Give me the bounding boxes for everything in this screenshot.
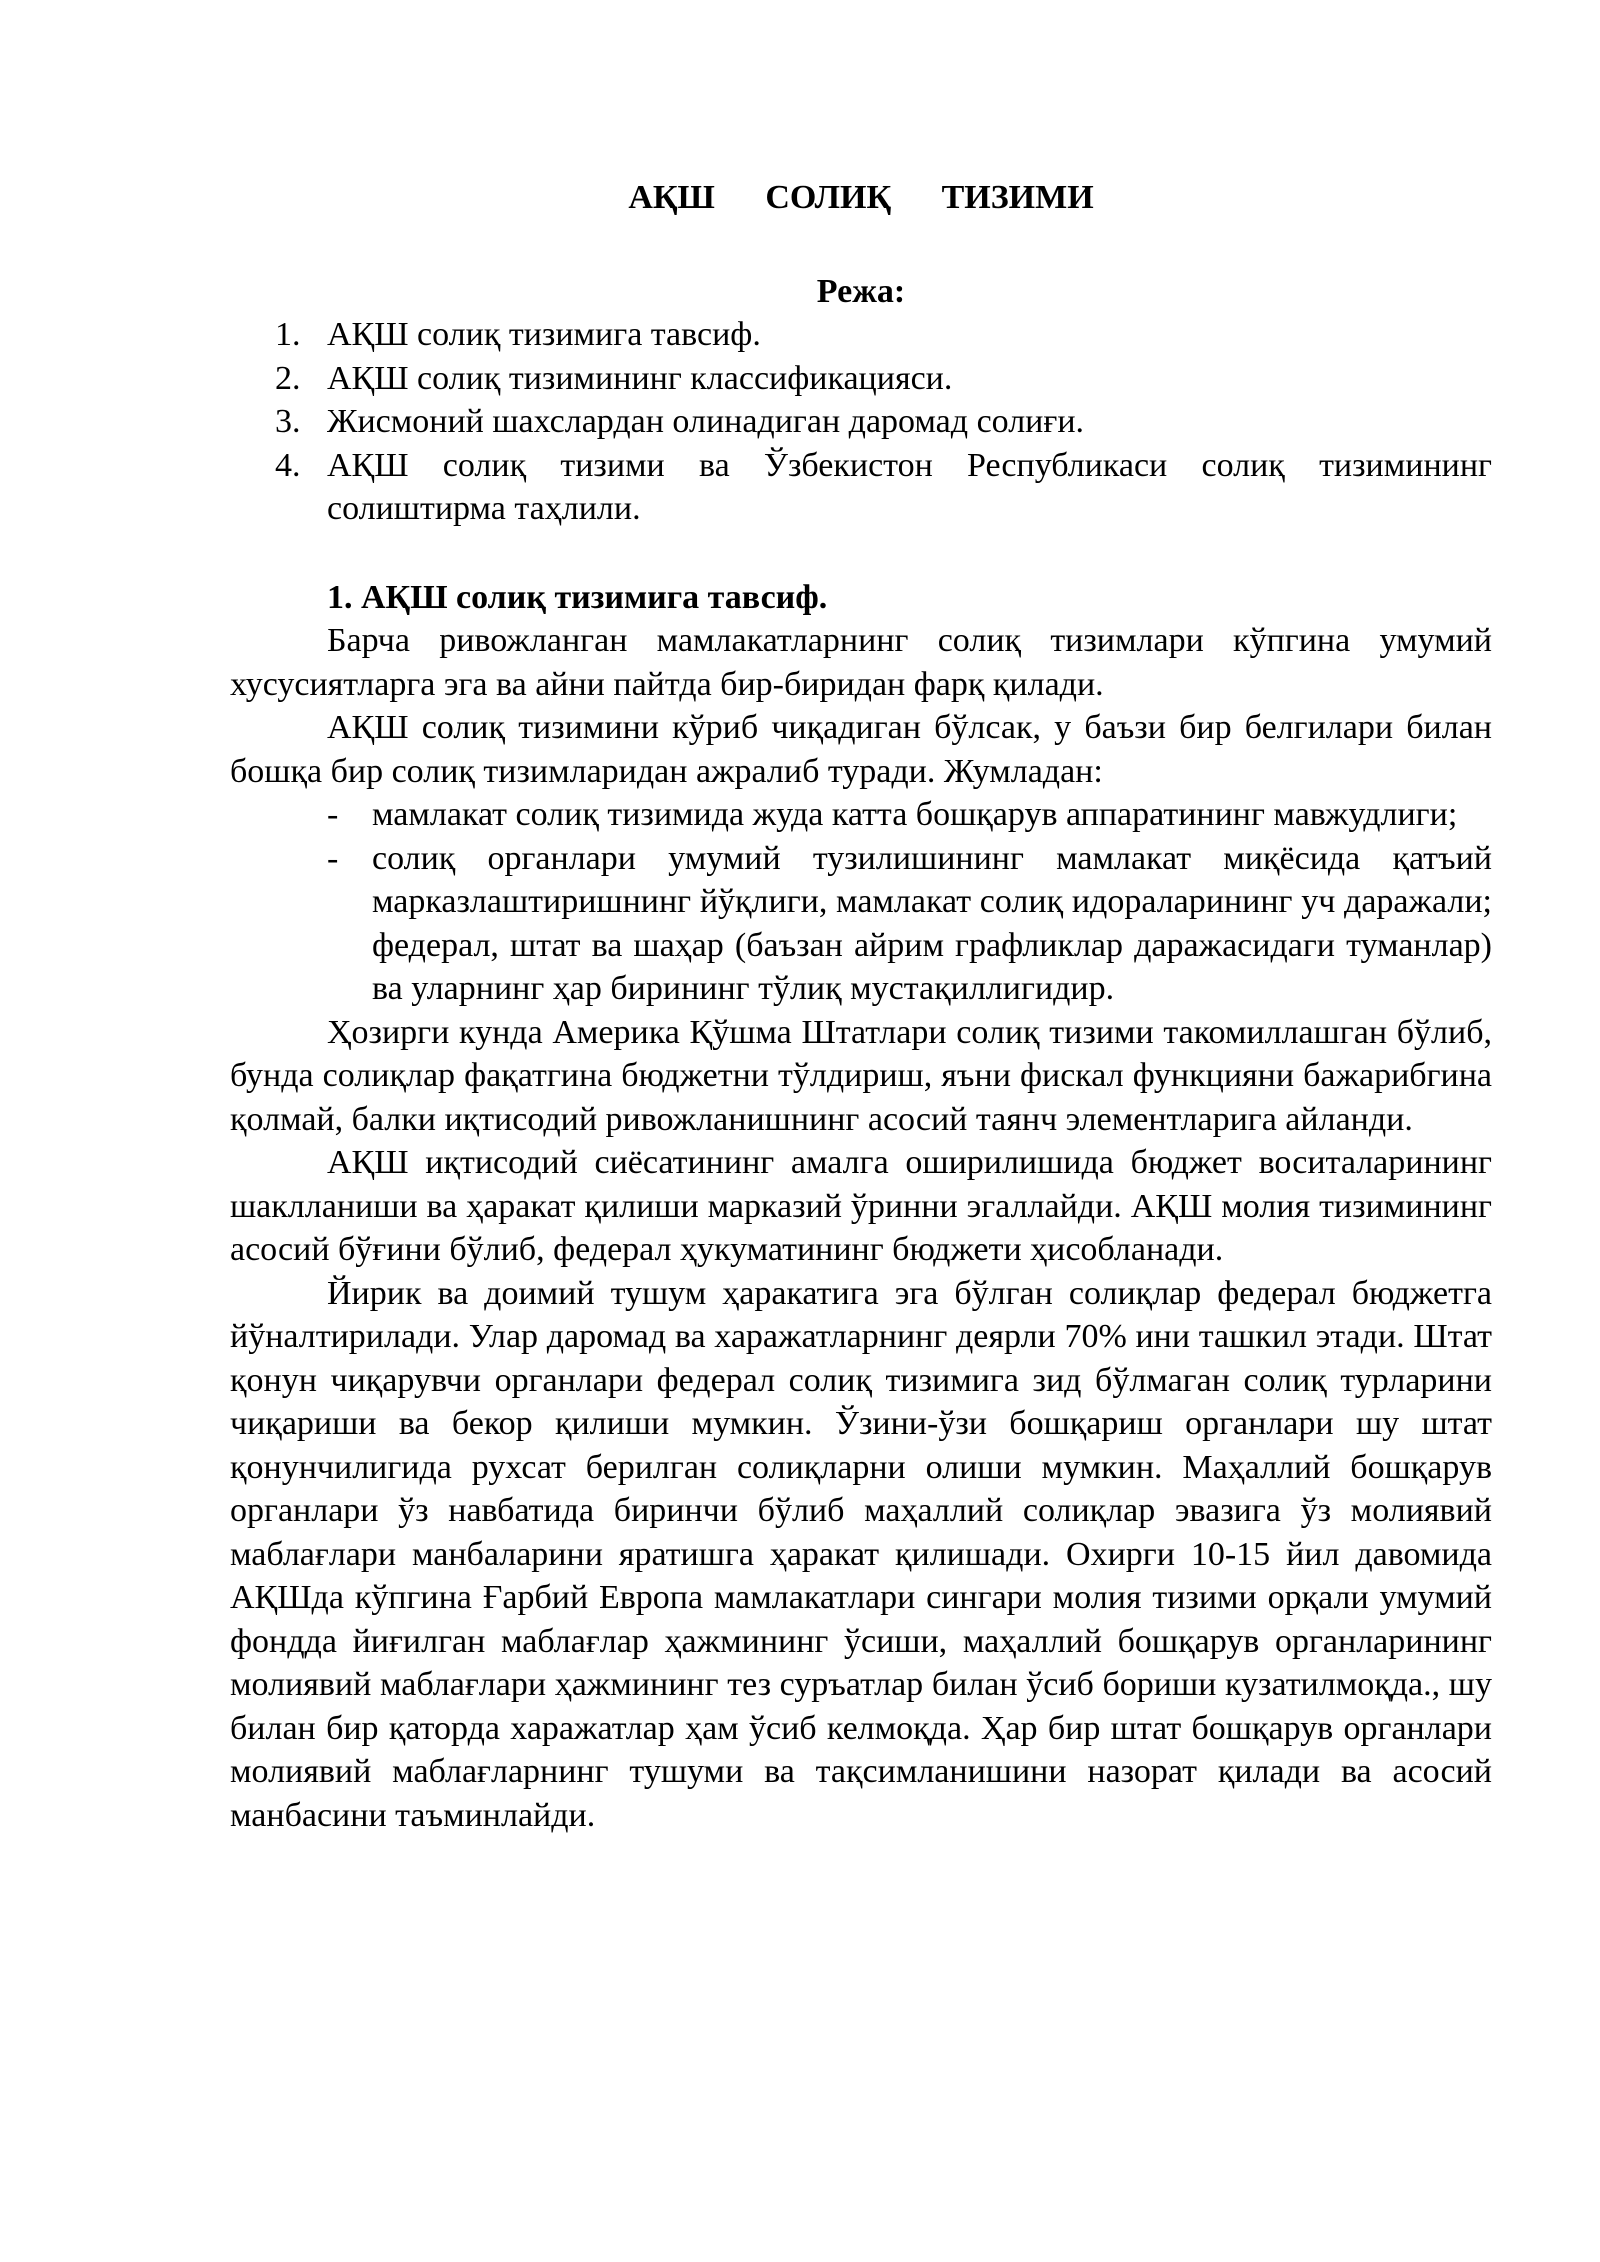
plan-item-text: АҚШ солиқ тизими ва Ўзбекистон Республикаси солиқ тизимининг солиштирма таҳлили. [327, 446, 1492, 527]
paragraph: Барча ривожланган мамлакатларнинг солиқ тизимлари кўпгина умумий хусусиятларга эга ва айни пайтда бир-биридан фарқ қилади. [230, 622, 1492, 703]
plan-item [230, 313, 1492, 357]
plan-item [230, 357, 1492, 401]
dash-list [230, 793, 1492, 1011]
plan-item-number: 1. [275, 316, 301, 353]
dash-item-text: мамлакат солиқ тизимида жуда катта бошқарув аппаратининг мавжудлиги; [372, 796, 1458, 833]
plan-heading: Режа: [816, 273, 906, 310]
paragraph: АҚШ иқтисодий сиёсатининг амалга оширилишида бюджет воситаларининг шаклланиши ва ҳаракат қилиши марказий ўринни эгаллайди. АҚШ молия тизимининг асосий бўғини бўлиб, федерал ҳукуматининг бюджети ҳисобланади. [230, 1144, 1492, 1268]
dash-list-item [230, 837, 1492, 1011]
dash-item-text: солиқ органлари умумий тузилишининг мамлакат миқёсида қатъий марказлаштиришнинг йўқлиги, мамлакат солиқ идораларининг уч даражали; федерал, штат ва шаҳар (баъзан айрим графликлар даражасидаги туманлар) ва уларнинг ҳар бирининг тўлиқ мустақиллигидир. [372, 839, 1492, 1007]
paragraph: Йирик ва доимий тушум ҳаракатига эга бўлган солиқлар федерал бюджетга йўналтирилади. Улар даромад ва харажатларнинг деярли 70% ини ташкил этади. Штат қонун чиқарувчи органлари федерал солиқ тизимига зид бўлмаган солиқ турларини чиқариши ва бекор қилиши мумкин. Ўзини-ўзи бошқариш органлари шу штат қонунчилигида рухсат берилган солиқларни олиши мумкин. Маҳаллий бошқарув органлари ўз навбатида биринчи бўлиб маҳаллий солиқлар эвазига ўз молиявий маблағлари манбаларини яратишга ҳаракат қилишади. Охирги 10-15 йил давомида АҚШда кўпгина Ғарбий Европа мамлакатлари сингари молия тизими орқали умумий фондда йиғилган маблағлар ҳажмининг ўсиши, маҳаллий бошқарув органларининг молиявий маблағлари ҳажмининг тез суръатлар билан ўсиб бориши кузатилмоқда., шу билан бир қаторда харажатлар ҳам ўсиб келмоқда. Ҳар бир штат бошқарув органлари молиявий маблағларнинг тушуми ва тақсимланишини назорат қилади ва асосий манбасини таъминлайди. [230, 1274, 1492, 1834]
paragraph: Ҳозирги кунда Америка Қўшма Штатлари солиқ тизими такомиллашган бўлиб, бунда солиқлар фақатгина бюджетни тўлдириш, яъни фискал функцияни бажарибгина қолмай, балки иқтисодий ривожланишнинг асосий таянч элементларига айланди. [230, 1013, 1492, 1138]
dash-list-item [230, 793, 1492, 837]
dash-marker: - [327, 839, 339, 877]
plan-item [230, 444, 1492, 531]
plan-list [230, 313, 1492, 531]
plan-item-text: АҚШ солиқ тизимига тавсиф. [327, 316, 761, 353]
plan-item-number: 4. [275, 446, 301, 484]
plan-item-number: 3. [275, 403, 301, 440]
plan-item-number: 2. [275, 359, 301, 397]
section-heading: 1. АҚШ солиқ тизимига тавсиф. [327, 579, 828, 616]
plan-item [230, 400, 1492, 444]
plan-item-text: АҚШ солиқ тизимининг классификацияси. [327, 359, 953, 397]
plan-item-text: Жисмоний шахслардан олинадиган даромад солиғи. [327, 403, 1085, 440]
paragraph: АҚШ солиқ тизимини кўриб чиқадиган бўлсак, у баъзи бир белгилари билан бошқа бир солиқ тизимларидан ажралиб туради. Жумладан: [230, 709, 1492, 790]
body-text [230, 619, 1492, 1837]
document-title: АҚШ СОЛИҚ ТИЗИМИ [628, 179, 1094, 216]
dash-marker: - [327, 796, 339, 833]
